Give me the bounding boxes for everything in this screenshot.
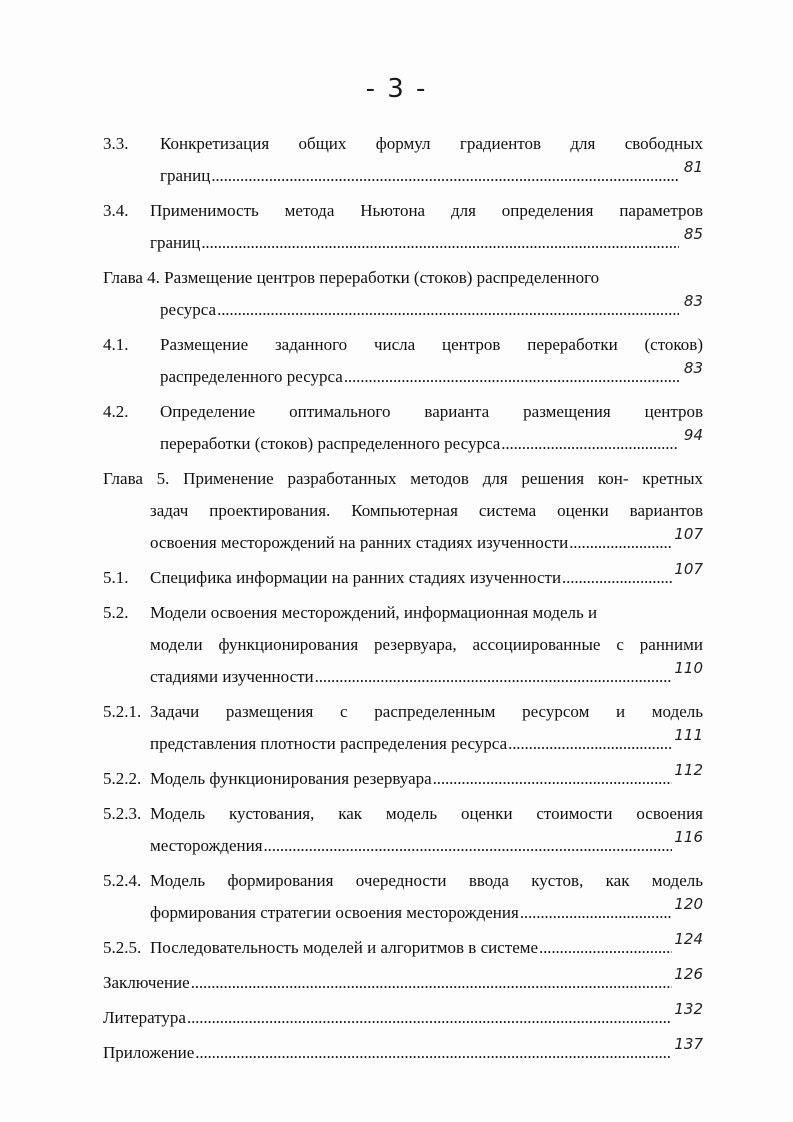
toc-entry-5-2-2 <box>103 763 703 795</box>
toc-entry-page: 110 <box>674 659 703 677</box>
toc-entry-title: Глава 4. Размещение центров переработки (стоков) распределенного <box>103 268 600 287</box>
dot-leader <box>569 527 672 559</box>
toc-entry-3-4 <box>103 195 703 259</box>
toc-entry-title: Литература <box>103 1008 186 1027</box>
toc-entry-5-2 <box>103 597 703 693</box>
dot-leader <box>191 967 673 999</box>
dot-leader <box>201 227 679 259</box>
dot-leader <box>344 361 679 393</box>
toc-entry-literature <box>103 1002 703 1034</box>
toc-entry-3-3 <box>103 128 703 192</box>
dot-leader <box>501 428 679 460</box>
toc-entry-conclusion <box>103 967 703 999</box>
toc-entry-title: Конкретизация общих формул градиентов для свободных <box>160 134 703 153</box>
toc-entry-page: 111 <box>674 726 703 744</box>
dot-leader <box>211 160 679 192</box>
toc-entry-title-continued: формирования стратегии освоения месторождения <box>150 903 519 922</box>
toc-entry-5-1 <box>103 562 703 594</box>
toc-entry-5-2-4 <box>103 865 703 929</box>
dot-leader <box>264 830 673 862</box>
toc-entry-title-continued: ресурса <box>160 300 217 319</box>
toc-entry-title-line2: модели функционирования резервуара, ассоциированные с ранними <box>150 635 703 654</box>
toc-entry-4-2 <box>103 396 703 460</box>
toc-entry-page: 83 <box>683 292 703 310</box>
toc-entry-title: Определение оптимального варианта размещения центров <box>160 402 703 421</box>
toc-entry-title-line2: задач проектирования. Компьютерная система оценки вариантов <box>150 501 703 520</box>
dot-leader <box>217 294 679 326</box>
dot-leader <box>315 661 673 693</box>
dot-leader <box>520 897 673 929</box>
toc-entry-title: Модель формирования очередности ввода кустов, как модель <box>150 871 703 890</box>
toc-entry-4-1 <box>103 329 703 393</box>
toc-entry-number: 4.1. <box>103 335 129 354</box>
dot-leader <box>195 1037 672 1069</box>
toc-entry-title-continued: границ <box>160 166 211 185</box>
toc-entry-5-2-1 <box>103 696 703 760</box>
toc-entry-page: 83 <box>683 359 703 377</box>
toc-entry-title: Модель функционирования резервуара <box>150 769 432 788</box>
toc-entry-page: 116 <box>674 828 703 846</box>
toc-entry-title: Заключение <box>103 973 190 992</box>
toc-entry-title-continued: освоения месторождений на ранних стадиях изученности <box>150 533 569 552</box>
toc-entry-title-continued: стадиями изученности <box>150 667 314 686</box>
table-of-contents <box>103 128 703 1069</box>
toc-entry-page: 126 <box>674 965 703 983</box>
toc-entry-title: Глава 5. Применение разработанных методов для решения кон- кретных <box>103 469 703 488</box>
toc-entry-chapter-4 <box>103 262 703 326</box>
toc-entry-page: 81 <box>683 158 703 176</box>
toc-entry-page: 124 <box>674 930 703 948</box>
toc-entry-title: Последовательность моделей и алгоритмов в системе <box>150 938 539 957</box>
toc-entry-chapter-5 <box>103 463 703 559</box>
toc-entry-5-2-3 <box>103 798 703 862</box>
toc-entry-title: Специфика информации на ранних стадиях изученности <box>150 568 562 587</box>
toc-entry-title: Задачи размещения с распределенным ресурсом и модель <box>150 702 703 721</box>
dot-leader <box>187 1002 672 1034</box>
toc-entry-number: 4.2. <box>103 402 129 421</box>
toc-entry-number: 5.2.2. <box>103 769 142 788</box>
page-number: - 3 - <box>365 74 428 104</box>
toc-entry-title-continued: месторождения <box>150 836 263 855</box>
toc-entry-title-continued: представления плотности распределения ресурса <box>150 734 508 753</box>
toc-entry-title-continued: переработки (стоков) распределенного ресурса <box>160 434 501 453</box>
toc-entry-page: 132 <box>674 1000 703 1018</box>
dot-leader <box>562 562 672 594</box>
toc-entry-number: 5.2.3. <box>103 804 142 823</box>
toc-entry-title: Модели освоения месторождений, информационная модель и <box>150 603 598 622</box>
toc-entry-title: Применимость метода Ньютона для определения параметров <box>150 201 703 220</box>
toc-entry-number: 5.2.5. <box>103 938 142 957</box>
toc-entry-title: Размещение заданного числа центров переработки (стоков) <box>160 335 703 354</box>
toc-entry-title-continued: границ <box>150 233 201 252</box>
toc-entry-number: 5.1. <box>103 568 129 587</box>
toc-entry-page: 107 <box>674 525 703 543</box>
toc-entry-number: 3.3. <box>103 134 129 153</box>
toc-entry-title-continued: распределенного ресурса <box>160 367 343 386</box>
toc-entry-number: 5.2.4. <box>103 871 142 890</box>
toc-entry-page: 112 <box>674 761 703 779</box>
toc-entry-page: 120 <box>674 895 703 913</box>
dot-leader <box>508 728 672 760</box>
toc-entry-page: 94 <box>683 426 703 444</box>
toc-entry-title: Модель кустования, как модель оценки стоимости освоения <box>150 804 703 823</box>
toc-entry-number: 3.4. <box>103 201 129 220</box>
toc-entry-page: 85 <box>683 225 703 243</box>
toc-entry-title: Приложение <box>103 1043 195 1062</box>
toc-entry-number: 5.2.1. <box>103 702 142 721</box>
toc-entry-number: 5.2. <box>103 603 129 622</box>
dot-leader <box>433 763 673 795</box>
toc-entry-5-2-5 <box>103 932 703 964</box>
toc-entry-page: 107 <box>674 560 703 578</box>
toc-entry-appendix <box>103 1037 703 1069</box>
toc-entry-page: 137 <box>674 1035 703 1053</box>
dot-leader <box>539 932 672 964</box>
